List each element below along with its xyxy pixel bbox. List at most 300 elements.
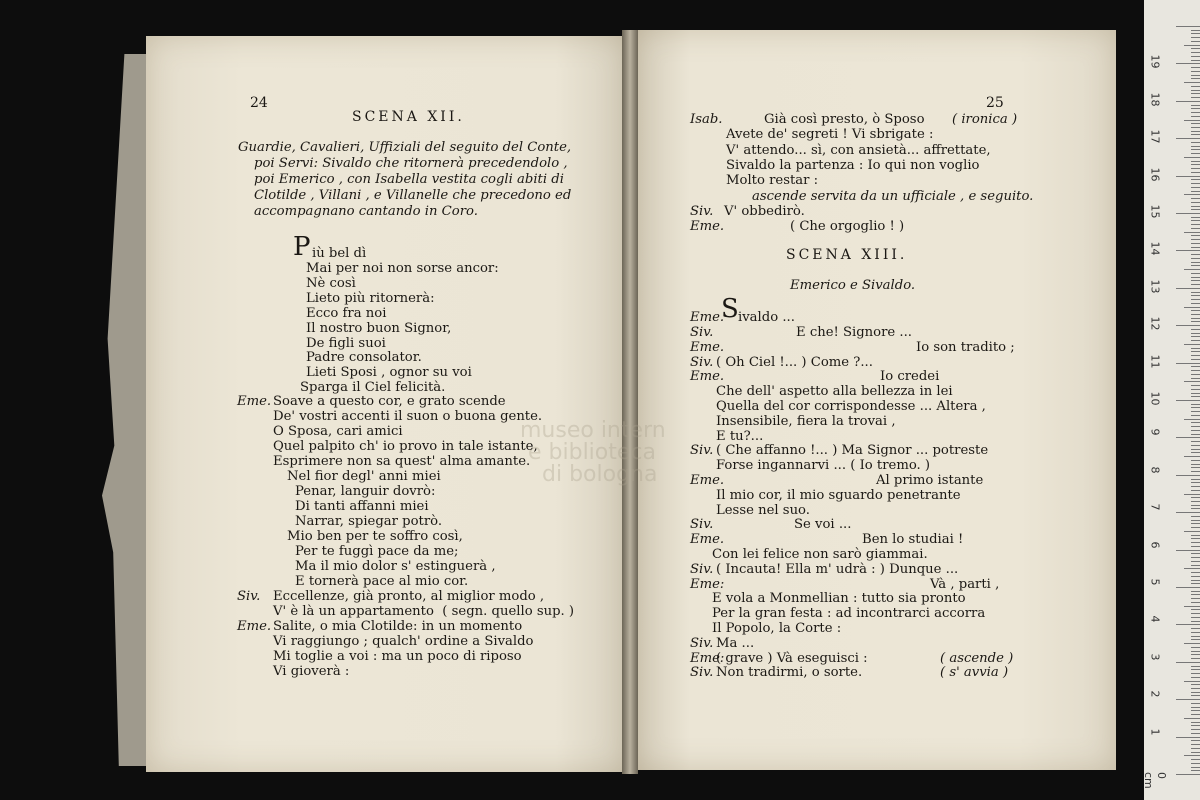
ruler-tick [1184, 269, 1200, 270]
ruler-tick [1191, 763, 1200, 764]
ruler-tick [1191, 546, 1200, 547]
ruler-tick [1191, 430, 1200, 431]
ruler-tick [1191, 153, 1200, 154]
ruler-tick [1191, 206, 1200, 207]
ruler-tick [1191, 467, 1200, 468]
dialogue-line: Già così presto, ò Sposo [764, 112, 925, 127]
ruler-tick [1191, 617, 1200, 618]
ruler-tick [1191, 598, 1200, 599]
ruler-tick [1191, 97, 1200, 98]
speaker: Eme. [690, 532, 725, 548]
ruler-tick [1191, 434, 1200, 435]
ruler-tick [1176, 250, 1200, 251]
ruler-tick [1191, 523, 1200, 524]
ruler-tick [1191, 48, 1200, 49]
chorus-line: Ecco fra noi [306, 305, 387, 321]
ruler-tick [1191, 116, 1200, 117]
dialogue-line: Che dell' aspetto alla bellezza in lei [716, 384, 953, 400]
ruler-tick [1191, 378, 1200, 379]
ruler-tick [1191, 759, 1200, 760]
ruler-tick [1191, 740, 1200, 741]
scene-heading-right: SCENA XIII. [786, 247, 908, 263]
ruler-tick [1191, 445, 1200, 446]
ruler-tick [1191, 209, 1200, 210]
ruler-tick [1191, 557, 1200, 558]
ruler-tick [1191, 613, 1200, 614]
ruler-tick [1191, 628, 1200, 629]
ruler-number: 10 [1148, 391, 1162, 406]
ruler-number: 7 [1148, 503, 1162, 511]
dialogue-line: Sivaldo la partenza : Io qui non voglio [726, 157, 980, 173]
ruler-tick [1176, 624, 1200, 625]
ruler-tick [1191, 243, 1200, 244]
ruler-tick [1191, 654, 1200, 655]
ruler-tick [1191, 187, 1200, 188]
ruler-tick [1191, 576, 1200, 577]
chorus-line: Il nostro buon Signor, [306, 320, 452, 336]
ruler-tick [1191, 725, 1200, 726]
ruler-tick [1191, 404, 1200, 405]
stage-direction: ( ascende ) [940, 650, 1014, 666]
ruler-tick [1184, 307, 1200, 308]
ruler-tick [1191, 553, 1200, 554]
ruler-tick [1191, 86, 1200, 87]
dialogue-line: Lesse nel suo. [716, 502, 810, 518]
ruler-tick [1176, 363, 1200, 364]
ruler-tick [1191, 594, 1200, 595]
ruler-tick [1184, 568, 1200, 569]
scale-ruler [1144, 0, 1200, 800]
ruler-tick [1184, 755, 1200, 756]
dialogue-line: Io son tradito ; [916, 339, 1015, 355]
ruler-tick [1176, 325, 1200, 326]
ruler-tick [1176, 774, 1200, 775]
chorus-line: Lieti Sposi , ognor su voi [306, 365, 472, 381]
ruler-tick [1191, 123, 1200, 124]
ruler-tick [1191, 744, 1200, 745]
ruler-tick [1184, 194, 1200, 195]
dialogue-line: Ben lo studiai ! [862, 532, 964, 548]
ruler-tick [1176, 699, 1200, 700]
ruler-tick [1191, 273, 1200, 274]
ruler-tick [1191, 90, 1200, 91]
ruler-tick [1191, 565, 1200, 566]
ruler-tick [1184, 381, 1200, 382]
scene-heading-left: SCENA XII. [352, 109, 465, 125]
ruler-tick [1191, 292, 1200, 293]
ruler-tick [1191, 441, 1200, 442]
book-gutter [622, 30, 638, 774]
chorus-line: iù bel dì [312, 246, 367, 261]
speaker: Eme: [690, 650, 725, 666]
ruler-tick [1191, 93, 1200, 94]
dialogue-line: ivaldo ... [738, 310, 795, 325]
ruler-tick [1184, 344, 1200, 345]
ruler-tick [1191, 295, 1200, 296]
ruler-tick [1191, 239, 1200, 240]
dialogue-line: Penar, languir dovrò: [295, 484, 436, 499]
ruler-tick [1176, 400, 1200, 401]
chorus-line: Padre consolator. [306, 350, 422, 366]
ruler-tick [1191, 52, 1200, 53]
ruler-tick [1191, 265, 1200, 266]
ruler-tick [1184, 681, 1200, 682]
drop-cap-left: P [293, 232, 311, 262]
dialogue-line: Il Popolo, la Corte : [712, 621, 842, 636]
speaker: Eme. [237, 619, 272, 634]
ruler-tick [1176, 662, 1200, 663]
dialogue-line: Al primo istante [876, 473, 984, 488]
ruler-number: 1 [1148, 728, 1162, 736]
ruler-tick [1191, 105, 1200, 106]
ruler-tick [1191, 632, 1200, 633]
speaker: Siv. [690, 635, 714, 651]
dialogue-line: Soave a questo cor, e grato scende [273, 394, 506, 409]
dialogue-line: O Sposa, cari amici [273, 424, 403, 439]
drop-cap-right: S [721, 294, 739, 324]
ruler-tick [1191, 692, 1200, 693]
ruler-tick [1191, 340, 1200, 341]
speaker: Siv. [690, 517, 714, 533]
ruler-tick [1191, 280, 1200, 281]
ruler-tick [1191, 78, 1200, 79]
ruler-number: 11 [1148, 354, 1162, 369]
dialogue-line: Narrar, spiegar potrò. [295, 514, 443, 529]
ruler-tick [1191, 482, 1200, 483]
dialogue-line: ( Che orgoglio ! ) [790, 219, 905, 235]
ruler-tick [1191, 258, 1200, 259]
ruler-number: 15 [1148, 204, 1162, 219]
ruler-tick [1191, 722, 1200, 723]
ruler-number: 5 [1148, 578, 1162, 586]
ruler-tick [1191, 348, 1200, 349]
ruler-tick [1176, 26, 1200, 27]
dialogue-line: ( Che affanno !... ) Ma Signor ... potreste [716, 443, 989, 459]
watermark: museo intern e biblioteca di bologna [520, 418, 666, 487]
ruler-tick [1191, 75, 1200, 76]
ruler-tick [1184, 531, 1200, 532]
ruler-tick [1191, 647, 1200, 648]
ruler-tick [1176, 550, 1200, 551]
ruler-tick [1191, 486, 1200, 487]
ruler-tick [1191, 333, 1200, 334]
ruler-tick [1191, 471, 1200, 472]
page-number-left: 24 [250, 95, 268, 111]
dialogue-line: Vi gioverà : [273, 664, 350, 679]
speaker: Siv. [690, 354, 714, 370]
dialogue-line: Mi toglie a voi : ma un poco di riposo [273, 649, 522, 664]
ruler-tick [1191, 729, 1200, 730]
dialogue-line: E tornerà pace al mio cor. [295, 574, 469, 589]
ruler-tick [1191, 710, 1200, 711]
ruler-tick [1191, 561, 1200, 562]
ruler-tick [1191, 172, 1200, 173]
dialogue-line: E tu?... [716, 428, 764, 444]
ruler-tick [1191, 580, 1200, 581]
ruler-tick [1176, 101, 1200, 102]
dialogue-line: ( Incauta! Ella m' udrà : ) Dunque ... [716, 561, 959, 577]
speaker: Eme: [690, 576, 725, 592]
ruler-tick [1191, 669, 1200, 670]
ruler-number: 16 [1148, 167, 1162, 182]
ruler-tick [1191, 501, 1200, 502]
stage-direction: ( s' avvia ) [940, 665, 1009, 681]
ruler-tick [1191, 351, 1200, 352]
ruler-tick [1184, 419, 1200, 420]
ruler-tick [1191, 407, 1200, 408]
speaker: Isab. [690, 112, 723, 127]
speaker: Siv. [690, 443, 714, 459]
ruler-tick [1191, 202, 1200, 203]
dialogue-line: Con lei felice non sarò giammai. [712, 547, 928, 562]
ruler-tick [1191, 262, 1200, 263]
stage-direction: ( ironica ) [952, 112, 1018, 127]
ruler-tick [1184, 606, 1200, 607]
ruler-tick [1191, 164, 1200, 165]
ruler-tick [1191, 277, 1200, 278]
ruler-number: 9 [1148, 428, 1162, 436]
ruler-tick [1191, 389, 1200, 390]
ruler-tick [1191, 658, 1200, 659]
ruler-tick [1191, 688, 1200, 689]
speaker: Eme. [690, 310, 725, 325]
ruler-tick [1191, 767, 1200, 768]
ruler-tick [1191, 591, 1200, 592]
ruler-tick [1191, 636, 1200, 637]
ruler-tick [1191, 37, 1200, 38]
ruler-tick [1191, 71, 1200, 72]
ruler-tick [1176, 288, 1200, 289]
dialogue-line: Vi raggiungo ; qualch' ordine a Sivaldo [273, 634, 534, 649]
ruler-tick [1191, 602, 1200, 603]
ruler-tick [1191, 318, 1200, 319]
dialogue-line: Avete de' segreti ! Vi sbrigate : [726, 127, 934, 143]
ruler-tick [1191, 621, 1200, 622]
dialogue-line: Ma il mio dolor s' estinguerà , [295, 559, 496, 574]
speaker: Eme. [690, 339, 725, 355]
ruler-tick [1191, 359, 1200, 360]
ruler-tick [1191, 415, 1200, 416]
ruler-tick [1191, 714, 1200, 715]
ruler-tick [1191, 41, 1200, 42]
ruler-tick [1191, 422, 1200, 423]
ruler-tick [1191, 508, 1200, 509]
ruler-tick [1191, 314, 1200, 315]
chorus-line: De figli suoi [306, 335, 386, 351]
ruler-number: 2 [1148, 690, 1162, 698]
ruler-tick [1191, 527, 1200, 528]
dialogue-line: Salite, o mia Clotilde: in un momento [273, 619, 523, 634]
dialogue-line: Ma ... [716, 635, 755, 651]
chorus-line: Nè così [306, 275, 356, 291]
dialogue-line: Và , parti , [930, 576, 1000, 592]
ruler-tick [1191, 497, 1200, 498]
chorus-line: Lieto più ritornerà: [306, 290, 435, 306]
ruler-tick [1191, 217, 1200, 218]
ruler-tick [1191, 303, 1200, 304]
ruler-tick [1191, 60, 1200, 61]
ruler-tick [1191, 191, 1200, 192]
ruler-tick [1176, 213, 1200, 214]
ruler-tick [1191, 228, 1200, 229]
dialogue-line: Se voi ... [794, 517, 852, 533]
ruler-tick [1191, 247, 1200, 248]
ruler-tick [1191, 479, 1200, 480]
ruler-tick [1191, 572, 1200, 573]
ruler-tick [1191, 535, 1200, 536]
ruler-tick [1191, 752, 1200, 753]
ruler-tick [1191, 146, 1200, 147]
ruler-tick [1191, 583, 1200, 584]
ruler-tick [1184, 45, 1200, 46]
ruler-number: 12 [1148, 316, 1162, 331]
ruler-tick [1184, 120, 1200, 121]
ruler-tick [1191, 254, 1200, 255]
stage-direction: ascende servita da un ufficiale , e seguito. [752, 188, 1034, 204]
ruler-tick [1176, 63, 1200, 64]
ruler-tick [1184, 494, 1200, 495]
ruler-number: 14 [1148, 241, 1162, 256]
speaker: Siv. [690, 325, 714, 340]
dialogue-line: Non tradirmi, o sorte. [716, 665, 863, 681]
ruler-tick [1191, 639, 1200, 640]
ruler-tick [1176, 176, 1200, 177]
ruler-tick [1191, 142, 1200, 143]
ruler-tick [1191, 460, 1200, 461]
dialogue-line: ( grave ) Và eseguisci : [716, 650, 868, 666]
ruler-tick [1191, 684, 1200, 685]
ruler-tick [1191, 329, 1200, 330]
ruler-tick [1191, 426, 1200, 427]
ruler-tick [1191, 677, 1200, 678]
ruler-tick [1176, 475, 1200, 476]
ruler-tick [1191, 183, 1200, 184]
ruler-tick [1191, 33, 1200, 34]
ruler-tick [1191, 452, 1200, 453]
ruler-tick [1184, 456, 1200, 457]
ruler-tick [1191, 179, 1200, 180]
ruler-tick [1191, 370, 1200, 371]
chorus-line: Sparga il Ciel felicità. [300, 380, 446, 396]
ruler-tick [1191, 707, 1200, 708]
dialogue-line: Per te fuggì pace da me; [295, 544, 459, 559]
dialogue-line: ( Oh Ciel !... ) Come ?... [716, 354, 873, 370]
ruler-tick [1191, 127, 1200, 128]
page-number-right: 25 [986, 95, 1004, 111]
dialogue-line: Forse ingannarvi ... ( Io tremo. ) [716, 458, 931, 474]
dialogue-line: E che! Signore ... [796, 325, 912, 340]
ruler-tick [1191, 464, 1200, 465]
dialogue-line: E vola a Monmellian : tutto sia pronto [712, 591, 966, 607]
ruler-tick [1191, 538, 1200, 539]
ruler-tick [1191, 609, 1200, 610]
speaker: Siv. [237, 589, 261, 604]
ruler-tick [1191, 666, 1200, 667]
ruler-tick [1176, 512, 1200, 513]
ruler-tick [1191, 393, 1200, 394]
ruler-tick [1191, 516, 1200, 517]
speaker: Siv. [690, 665, 714, 681]
dialogue-line: Insensibile, fiera la trovai , [716, 413, 896, 429]
ruler-tick [1191, 449, 1200, 450]
dialogue-line: Il mio cor, il mio sguardo penetrante [716, 487, 961, 503]
ruler-tick [1191, 770, 1200, 771]
ruler-tick [1191, 366, 1200, 367]
ruler-number: 18 [1148, 92, 1162, 107]
ruler-tick [1191, 490, 1200, 491]
ruler-tick [1184, 232, 1200, 233]
ruler-tick [1191, 235, 1200, 236]
ruler-tick [1191, 374, 1200, 375]
dialogue-line: V' è là un appartamento ( segn. quello sup. ) [273, 604, 575, 619]
ruler-number: 17 [1148, 129, 1162, 144]
ruler-tick [1191, 67, 1200, 68]
ruler-tick [1176, 437, 1200, 438]
ruler-tick [1191, 411, 1200, 412]
ruler-tick [1191, 224, 1200, 225]
speaker: Siv. [690, 203, 714, 219]
ruler-tick [1184, 82, 1200, 83]
ruler-tick [1176, 587, 1200, 588]
ruler-tick [1191, 56, 1200, 57]
ruler-number: 8 [1148, 466, 1162, 474]
ruler-tick [1191, 131, 1200, 132]
ruler-tick [1191, 284, 1200, 285]
ruler-tick [1176, 737, 1200, 738]
ruler-number: 3 [1148, 653, 1162, 661]
dialogue-line: Nel fior degl' anni miei [287, 469, 441, 484]
ruler-tick [1191, 355, 1200, 356]
speaker: Siv. [690, 561, 714, 577]
ruler-tick [1191, 134, 1200, 135]
ruler-tick [1191, 673, 1200, 674]
ruler-tick [1184, 157, 1200, 158]
ruler-tick [1191, 703, 1200, 704]
dialogue-line: Mio ben per te soffro così, [287, 529, 463, 544]
ruler-tick [1191, 149, 1200, 150]
ruler-tick [1191, 108, 1200, 109]
ruler-tick [1191, 161, 1200, 162]
ruler-tick [1191, 695, 1200, 696]
dialogue-line: Di tanti affanni miei [295, 499, 429, 514]
ruler-tick [1191, 505, 1200, 506]
ruler-tick [1191, 733, 1200, 734]
dialogue-line: Molto restar : [726, 173, 819, 189]
dialogue-line: De' vostri accenti il suon o buona gente. [273, 409, 543, 424]
dialogue-line: Io credei [880, 369, 940, 385]
ruler-tick [1191, 299, 1200, 300]
scene-subheading: Emerico e Sivaldo. [790, 278, 916, 293]
chorus-line: Mai per noi non sorse ancor: [306, 261, 499, 276]
dialogue-line: Quel palpito ch' io provo in tale istante, [273, 439, 538, 454]
ruler-tick [1191, 651, 1200, 652]
ruler-tick [1176, 138, 1200, 139]
ruler-tick [1184, 643, 1200, 644]
ruler-tick [1191, 385, 1200, 386]
ruler-tick [1191, 748, 1200, 749]
ruler-number: 0 cm [1142, 772, 1168, 789]
ruler-number: 6 [1148, 541, 1162, 549]
ruler-tick [1191, 336, 1200, 337]
ruler-tick [1191, 30, 1200, 31]
ruler-tick [1191, 396, 1200, 397]
speaker: Eme. [237, 394, 272, 409]
ruler-tick [1191, 542, 1200, 543]
dialogue-line: V' obbedirò. [724, 203, 805, 219]
dialogue-line: Quella del cor corrispondesse ... Altera , [716, 399, 986, 414]
ruler-number: 13 [1148, 279, 1162, 294]
ruler-tick [1191, 168, 1200, 169]
